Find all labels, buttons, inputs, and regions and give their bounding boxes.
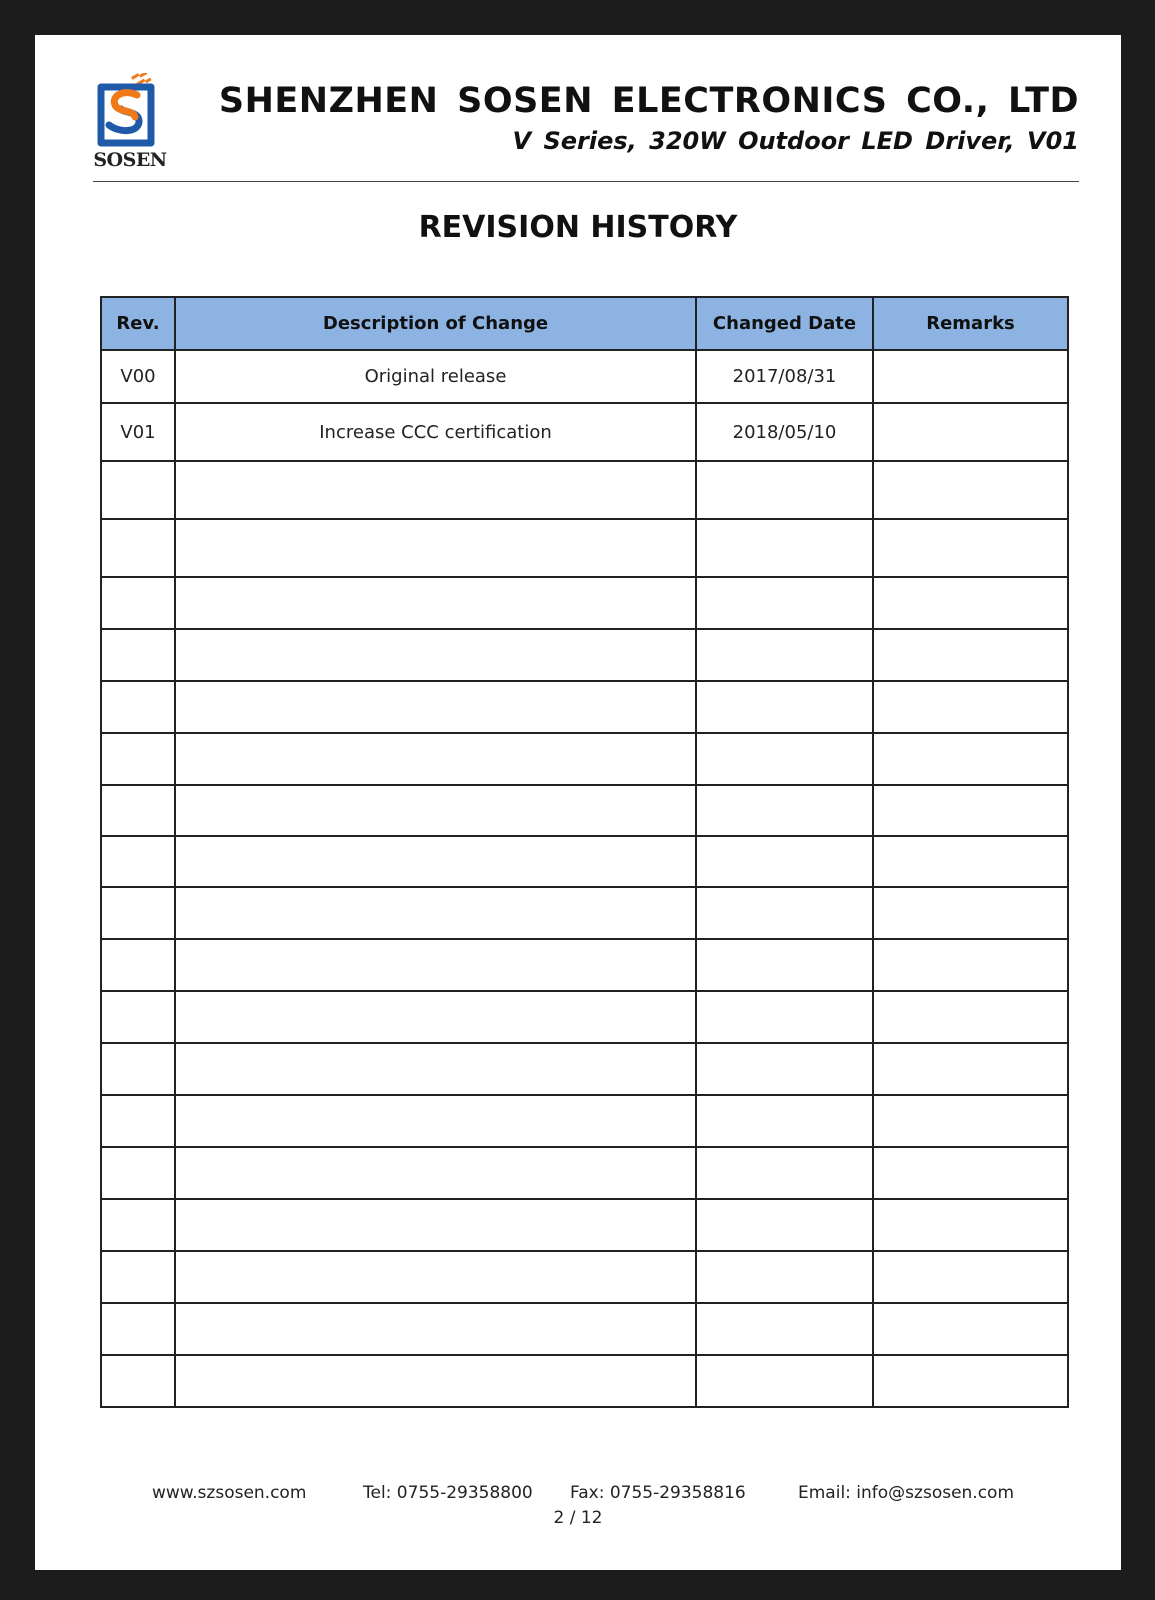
table-row (101, 350, 1068, 403)
cell-description (175, 733, 696, 785)
footer-fax: Fax: 0755-29358816 (570, 1483, 746, 1503)
sosen-logo-icon (95, 73, 161, 151)
cell-description (175, 785, 696, 836)
cell-rev (101, 1355, 175, 1407)
cell-rev (101, 1043, 175, 1095)
cell-remarks (873, 836, 1068, 887)
cell-rev (101, 733, 175, 785)
cell-rev (101, 887, 175, 939)
column-header-description: Description of Change (175, 297, 696, 350)
table-header-row (101, 297, 1068, 350)
cell-changed-date (696, 785, 873, 836)
cell-remarks (873, 733, 1068, 785)
table-row (101, 733, 1068, 785)
cell-description (175, 577, 696, 629)
footer-website: www.szsosen.com (152, 1483, 307, 1503)
cell-changed-date (696, 461, 873, 519)
cell-changed-date (696, 629, 873, 681)
cell-description (175, 1199, 696, 1251)
cell-changed-date (696, 836, 873, 887)
table-row (101, 461, 1068, 519)
cell-description (175, 681, 696, 733)
footer-email: Email: info@szsosen.com (798, 1483, 1015, 1503)
cell-description (175, 991, 696, 1043)
page-title: REVISION HISTORY (418, 210, 738, 245)
cell-remarks (873, 403, 1068, 461)
table-row (101, 1303, 1068, 1355)
cell-remarks (873, 461, 1068, 519)
cell-changed-date (696, 733, 873, 785)
cell-rev: V00 (101, 350, 175, 403)
cell-description (175, 836, 696, 887)
cell-rev (101, 785, 175, 836)
cell-remarks (873, 1095, 1068, 1147)
cell-changed-date: 2018/05/10 (696, 403, 873, 461)
page-number: 2 / 12 (553, 1508, 603, 1528)
cell-changed-date (696, 991, 873, 1043)
cell-changed-date (696, 887, 873, 939)
cell-rev (101, 1303, 175, 1355)
table-row (101, 1199, 1068, 1251)
table-row (101, 785, 1068, 836)
cell-changed-date (696, 1147, 873, 1199)
cell-description (175, 939, 696, 991)
sosen-logo (92, 73, 172, 173)
cell-remarks (873, 1303, 1068, 1355)
cell-changed-date (696, 519, 873, 577)
cell-rev (101, 836, 175, 887)
cell-rev (101, 1147, 175, 1199)
cell-changed-date (696, 1095, 873, 1147)
cell-rev (101, 629, 175, 681)
cell-rev (101, 1095, 175, 1147)
cell-remarks (873, 1199, 1068, 1251)
cell-changed-date (696, 577, 873, 629)
table-row (101, 887, 1068, 939)
document-subtitle: V Series, 320W Outdoor LED Driver, V01 (512, 127, 1079, 155)
cell-description (175, 1043, 696, 1095)
cell-rev (101, 1251, 175, 1303)
cell-rev (101, 939, 175, 991)
table-row (101, 519, 1068, 577)
cell-remarks (873, 991, 1068, 1043)
table-row (101, 577, 1068, 629)
cell-changed-date (696, 681, 873, 733)
cell-rev (101, 991, 175, 1043)
cell-description (175, 1303, 696, 1355)
column-header-date: Changed Date (696, 297, 873, 350)
cell-remarks (873, 519, 1068, 577)
table-row (101, 629, 1068, 681)
table-row (101, 1095, 1068, 1147)
cell-remarks (873, 577, 1068, 629)
table-row (101, 991, 1068, 1043)
table-row (101, 1355, 1068, 1407)
cell-rev (101, 519, 175, 577)
table-row (101, 1043, 1068, 1095)
cell-remarks (873, 1355, 1068, 1407)
cell-changed-date: 2017/08/31 (696, 350, 873, 403)
document-page (35, 35, 1121, 1570)
cell-rev: V01 (101, 403, 175, 461)
cell-remarks (873, 1251, 1068, 1303)
cell-remarks (873, 1147, 1068, 1199)
cell-changed-date (696, 1355, 873, 1407)
cell-description (175, 461, 696, 519)
cell-description (175, 887, 696, 939)
cell-remarks (873, 681, 1068, 733)
cell-description (175, 519, 696, 577)
cell-description: Increase CCC certification (175, 403, 696, 461)
cell-remarks (873, 785, 1068, 836)
cell-description (175, 1095, 696, 1147)
cell-remarks (873, 350, 1068, 403)
table-row (101, 1251, 1068, 1303)
footer-tel: Tel: 0755-29358800 (363, 1483, 533, 1503)
table-row (101, 836, 1068, 887)
cell-description (175, 1147, 696, 1199)
table-row (101, 681, 1068, 733)
cell-description (175, 629, 696, 681)
cell-rev (101, 577, 175, 629)
table-row (101, 939, 1068, 991)
header-divider (93, 181, 1079, 182)
cell-description (175, 1355, 696, 1407)
table-row (101, 1147, 1068, 1199)
cell-description (175, 1251, 696, 1303)
cell-rev (101, 681, 175, 733)
column-header-rev: Rev. (101, 297, 175, 350)
cell-rev (101, 461, 175, 519)
cell-changed-date (696, 1303, 873, 1355)
table-row (101, 403, 1068, 461)
cell-remarks (873, 887, 1068, 939)
logo-text: SOSEN (93, 149, 167, 171)
cell-description: Original release (175, 350, 696, 403)
column-header-remarks: Remarks (873, 297, 1068, 350)
revision-history-table (100, 296, 1069, 1408)
cell-changed-date (696, 1199, 873, 1251)
cell-changed-date (696, 1251, 873, 1303)
cell-changed-date (696, 1043, 873, 1095)
company-name: SHENZHEN SOSEN ELECTRONICS CO., LTD (218, 81, 1079, 121)
cell-rev (101, 1199, 175, 1251)
cell-remarks (873, 629, 1068, 681)
cell-changed-date (696, 939, 873, 991)
cell-remarks (873, 939, 1068, 991)
cell-remarks (873, 1043, 1068, 1095)
